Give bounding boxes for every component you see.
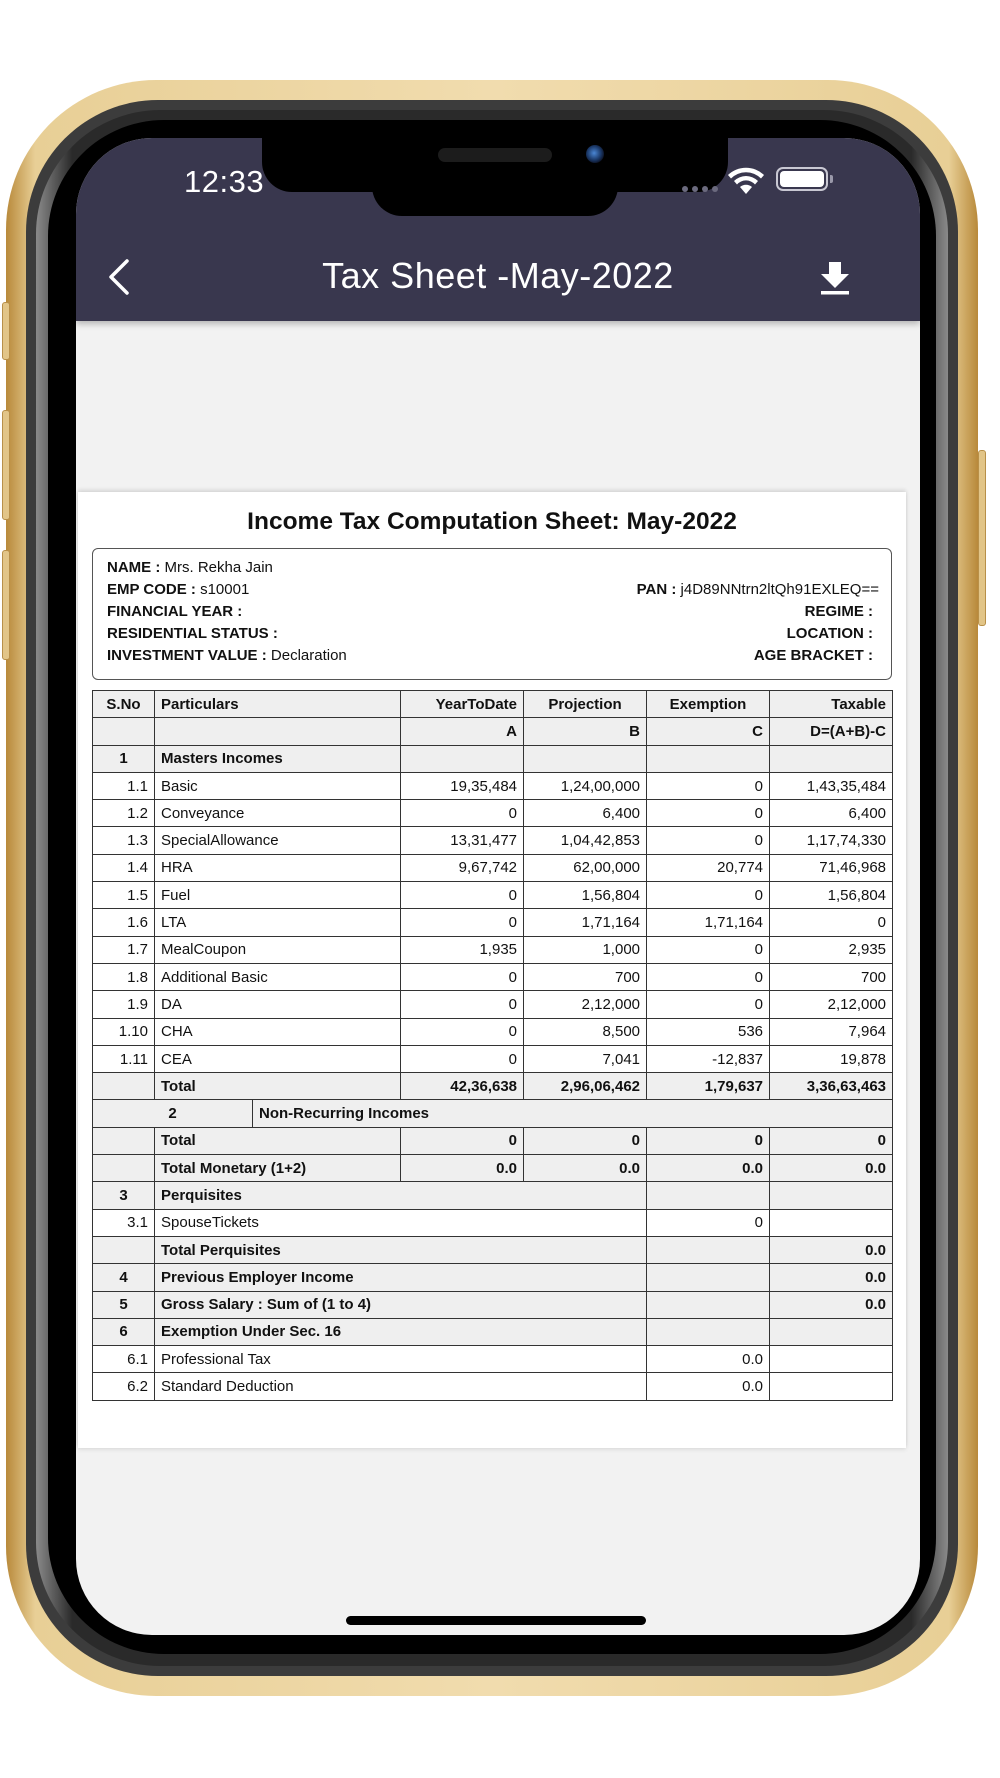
subheader-d: D=(A+B)-C bbox=[770, 718, 893, 745]
row-label: Standard Deduction bbox=[155, 1373, 647, 1400]
header-sno: S.No bbox=[93, 691, 155, 718]
section-label: Previous Employer Income bbox=[155, 1264, 647, 1291]
table-row bbox=[93, 827, 893, 854]
section-row-perquisites bbox=[93, 1182, 893, 1209]
page-title: Tax Sheet -May-2022 bbox=[322, 255, 674, 296]
row-label: MealCoupon bbox=[155, 936, 401, 963]
row-projection: 1,24,00,000 bbox=[524, 772, 647, 799]
front-camera bbox=[586, 145, 604, 163]
row-label: Additional Basic bbox=[155, 963, 401, 990]
row-projection: 700 bbox=[524, 963, 647, 990]
table-header-row bbox=[93, 691, 893, 718]
row-taxable: 1,56,804 bbox=[770, 882, 893, 909]
row-projection: 6,400 bbox=[524, 800, 647, 827]
row-label: HRA bbox=[155, 854, 401, 881]
section-row-previous-employer bbox=[93, 1264, 893, 1291]
row-taxable: 71,46,968 bbox=[770, 854, 893, 881]
row-taxable: 1,43,35,484 bbox=[770, 772, 893, 799]
row-sno: 1.2 bbox=[93, 800, 155, 827]
row-ytd: 0 bbox=[401, 963, 524, 990]
row-sno: 1.11 bbox=[93, 1045, 155, 1072]
total-ytd: 42,36,638 bbox=[401, 1073, 524, 1100]
power-button bbox=[978, 450, 986, 626]
row-taxable: 2,12,000 bbox=[770, 991, 893, 1018]
section-sno: 2 bbox=[93, 1100, 253, 1127]
row-sno: 1.3 bbox=[93, 827, 155, 854]
row-sno: 6.2 bbox=[93, 1373, 155, 1400]
total-perquisites-row bbox=[93, 1236, 893, 1263]
sheet-title: Income Tax Computation Sheet: May-2022 bbox=[247, 508, 737, 535]
section-label: Gross Salary : Sum of (1 to 4) bbox=[155, 1291, 647, 1318]
info-investment-value: INVESTMENT VALUE : Declaration bbox=[107, 647, 347, 664]
employee-info-box bbox=[92, 548, 892, 680]
row-exemption: 0 bbox=[647, 1209, 770, 1236]
row-ytd: 13,31,477 bbox=[401, 827, 524, 854]
row-projection: 7,041 bbox=[524, 1045, 647, 1072]
row-ytd: 19,35,484 bbox=[401, 772, 524, 799]
table-row bbox=[93, 963, 893, 990]
section-sno: 6 bbox=[93, 1318, 155, 1345]
table-row bbox=[93, 1045, 893, 1072]
section-taxable: 0.0 bbox=[770, 1291, 893, 1318]
total-projection: 0 bbox=[524, 1127, 647, 1154]
section-label: Masters Incomes bbox=[155, 745, 401, 772]
row-exemption: 0 bbox=[647, 800, 770, 827]
table-row bbox=[93, 1018, 893, 1045]
header-yeartodate: YearToDate bbox=[401, 691, 524, 718]
section-row-non-recurring bbox=[93, 1100, 893, 1127]
battery-cap bbox=[830, 175, 833, 183]
row-exemption: 0 bbox=[647, 991, 770, 1018]
subheader-a: A bbox=[401, 718, 524, 745]
row-projection: 2,12,000 bbox=[524, 991, 647, 1018]
home-indicator[interactable] bbox=[346, 1616, 646, 1625]
row-label: SpouseTickets bbox=[155, 1209, 647, 1236]
total-exemption: 0 bbox=[647, 1127, 770, 1154]
wifi-icon bbox=[726, 164, 766, 196]
table-row bbox=[93, 1209, 893, 1236]
row-sno: 1.10 bbox=[93, 1018, 155, 1045]
row-sno: 1.4 bbox=[93, 854, 155, 881]
battery-icon bbox=[776, 167, 828, 191]
info-age-bracket: AGE BRACKET : bbox=[753, 647, 873, 664]
row-label: Conveyance bbox=[155, 800, 401, 827]
row-exemption: 536 bbox=[647, 1018, 770, 1045]
total-row-masters bbox=[93, 1073, 893, 1100]
subheader-particulars bbox=[155, 718, 401, 745]
subheader-sno bbox=[93, 718, 155, 745]
row-projection: 1,56,804 bbox=[524, 882, 647, 909]
table-row bbox=[93, 936, 893, 963]
total-label: Total Perquisites bbox=[155, 1236, 647, 1263]
row-label: CEA bbox=[155, 1045, 401, 1072]
section-sno: 1 bbox=[93, 745, 155, 772]
total-label: Total bbox=[155, 1073, 401, 1100]
section-sno: 3 bbox=[93, 1182, 155, 1209]
section-row-masters-incomes bbox=[93, 745, 893, 772]
row-ytd: 9,67,742 bbox=[401, 854, 524, 881]
total-ytd: 0.0 bbox=[401, 1155, 524, 1182]
header-particulars: Particulars bbox=[155, 691, 401, 718]
header-projection: Projection bbox=[524, 691, 647, 718]
row-label: Basic bbox=[155, 772, 401, 799]
table-row bbox=[93, 882, 893, 909]
total-monetary-row bbox=[93, 1155, 893, 1182]
download-icon bbox=[818, 260, 852, 296]
section-label: Exemption Under Sec. 16 bbox=[155, 1318, 647, 1345]
row-label: DA bbox=[155, 991, 401, 1018]
row-sno: 1.1 bbox=[93, 772, 155, 799]
row-ytd: 0 bbox=[401, 909, 524, 936]
row-label: CHA bbox=[155, 1018, 401, 1045]
row-taxable: 6,400 bbox=[770, 800, 893, 827]
screen bbox=[76, 138, 920, 1635]
volume-down-button bbox=[2, 550, 10, 660]
total-row-non-recurring bbox=[93, 1127, 893, 1154]
row-label: LTA bbox=[155, 909, 401, 936]
row-label: Fuel bbox=[155, 882, 401, 909]
speaker-grille bbox=[438, 148, 552, 162]
table-row bbox=[93, 800, 893, 827]
row-sno: 3.1 bbox=[93, 1209, 155, 1236]
tax-table bbox=[92, 690, 893, 1401]
section-taxable: 0.0 bbox=[770, 1264, 893, 1291]
total-taxable: 3,36,63,463 bbox=[770, 1073, 893, 1100]
row-sno: 1.7 bbox=[93, 936, 155, 963]
row-label: SpecialAllowance bbox=[155, 827, 401, 854]
section-sno: 5 bbox=[93, 1291, 155, 1318]
row-exemption: -12,837 bbox=[647, 1045, 770, 1072]
table-row bbox=[93, 991, 893, 1018]
row-projection: 1,04,42,853 bbox=[524, 827, 647, 854]
row-sno: 1.9 bbox=[93, 991, 155, 1018]
navigation-bar bbox=[76, 138, 920, 321]
row-taxable: 0 bbox=[770, 909, 893, 936]
info-emp-code: EMP CODE : s10001 bbox=[107, 581, 250, 598]
info-name: NAME : Mrs. Rekha Jain bbox=[107, 559, 273, 576]
info-location: LOCATION : bbox=[786, 625, 873, 642]
table-row bbox=[93, 772, 893, 799]
total-taxable: 0 bbox=[770, 1127, 893, 1154]
row-ytd: 0 bbox=[401, 800, 524, 827]
section-row-gross-salary bbox=[93, 1291, 893, 1318]
total-exemption: 0.0 bbox=[647, 1155, 770, 1182]
row-sno: 6.1 bbox=[93, 1346, 155, 1373]
total-exemption: 1,79,637 bbox=[647, 1073, 770, 1100]
info-regime: REGIME : bbox=[804, 603, 873, 620]
volume-up-button bbox=[2, 410, 10, 520]
row-sno: 1.6 bbox=[93, 909, 155, 936]
row-taxable: 2,935 bbox=[770, 936, 893, 963]
row-exemption: 0 bbox=[647, 963, 770, 990]
table-row bbox=[93, 1346, 893, 1373]
row-projection: 1,71,164 bbox=[524, 909, 647, 936]
row-projection: 8,500 bbox=[524, 1018, 647, 1045]
table-subheader-row bbox=[93, 718, 893, 745]
total-label: Total bbox=[155, 1127, 401, 1154]
table-row bbox=[93, 1373, 893, 1400]
row-taxable: 7,964 bbox=[770, 1018, 893, 1045]
total-label: Total Monetary (1+2) bbox=[155, 1155, 401, 1182]
total-projection: 2,96,06,462 bbox=[524, 1073, 647, 1100]
section-sno: 4 bbox=[93, 1264, 155, 1291]
notch-lower bbox=[372, 178, 618, 216]
row-projection: 1,000 bbox=[524, 936, 647, 963]
header-exemption: Exemption bbox=[647, 691, 770, 718]
info-residential-status: RESIDENTIAL STATUS : bbox=[107, 625, 278, 642]
info-financial-year: FINANCIAL YEAR : bbox=[107, 603, 243, 620]
row-exemption: 0.0 bbox=[647, 1373, 770, 1400]
total-taxable: 0.0 bbox=[770, 1155, 893, 1182]
row-projection: 62,00,000 bbox=[524, 854, 647, 881]
row-taxable bbox=[770, 1209, 893, 1236]
download-button[interactable] bbox=[818, 260, 852, 296]
row-ytd: 0 bbox=[401, 882, 524, 909]
section-label: Perquisites bbox=[155, 1182, 647, 1209]
row-exemption: 0 bbox=[647, 936, 770, 963]
mute-switch bbox=[2, 302, 10, 360]
table-row bbox=[93, 909, 893, 936]
row-label: Professional Tax bbox=[155, 1346, 647, 1373]
row-ytd: 0 bbox=[401, 1045, 524, 1072]
header-taxable: Taxable bbox=[770, 691, 893, 718]
row-exemption: 0 bbox=[647, 882, 770, 909]
cellular-signal-icon bbox=[682, 186, 718, 192]
info-pan: PAN : j4D89NNtrn2ltQh91EXLEQ== bbox=[636, 581, 879, 598]
subheader-b: B bbox=[524, 718, 647, 745]
row-exemption: 0 bbox=[647, 772, 770, 799]
total-projection: 0.0 bbox=[524, 1155, 647, 1182]
row-exemption: 1,71,164 bbox=[647, 909, 770, 936]
row-exemption: 0 bbox=[647, 827, 770, 854]
tax-computation-sheet bbox=[78, 492, 906, 1448]
row-sno: 1.8 bbox=[93, 963, 155, 990]
row-ytd: 0 bbox=[401, 1018, 524, 1045]
row-exemption: 0.0 bbox=[647, 1346, 770, 1373]
section-row-exemption-sec16 bbox=[93, 1318, 893, 1345]
row-ytd: 1,935 bbox=[401, 936, 524, 963]
row-taxable: 19,878 bbox=[770, 1045, 893, 1072]
row-taxable: 1,17,74,330 bbox=[770, 827, 893, 854]
row-ytd: 0 bbox=[401, 991, 524, 1018]
status-time: 12:33 bbox=[184, 164, 265, 199]
table-row bbox=[93, 854, 893, 881]
section-label: Non-Recurring Incomes bbox=[253, 1100, 893, 1127]
row-sno: 1.5 bbox=[93, 882, 155, 909]
subheader-c: C bbox=[647, 718, 770, 745]
row-taxable: 700 bbox=[770, 963, 893, 990]
total-taxable: 0.0 bbox=[770, 1236, 893, 1263]
total-ytd: 0 bbox=[401, 1127, 524, 1154]
row-exemption: 20,774 bbox=[647, 854, 770, 881]
